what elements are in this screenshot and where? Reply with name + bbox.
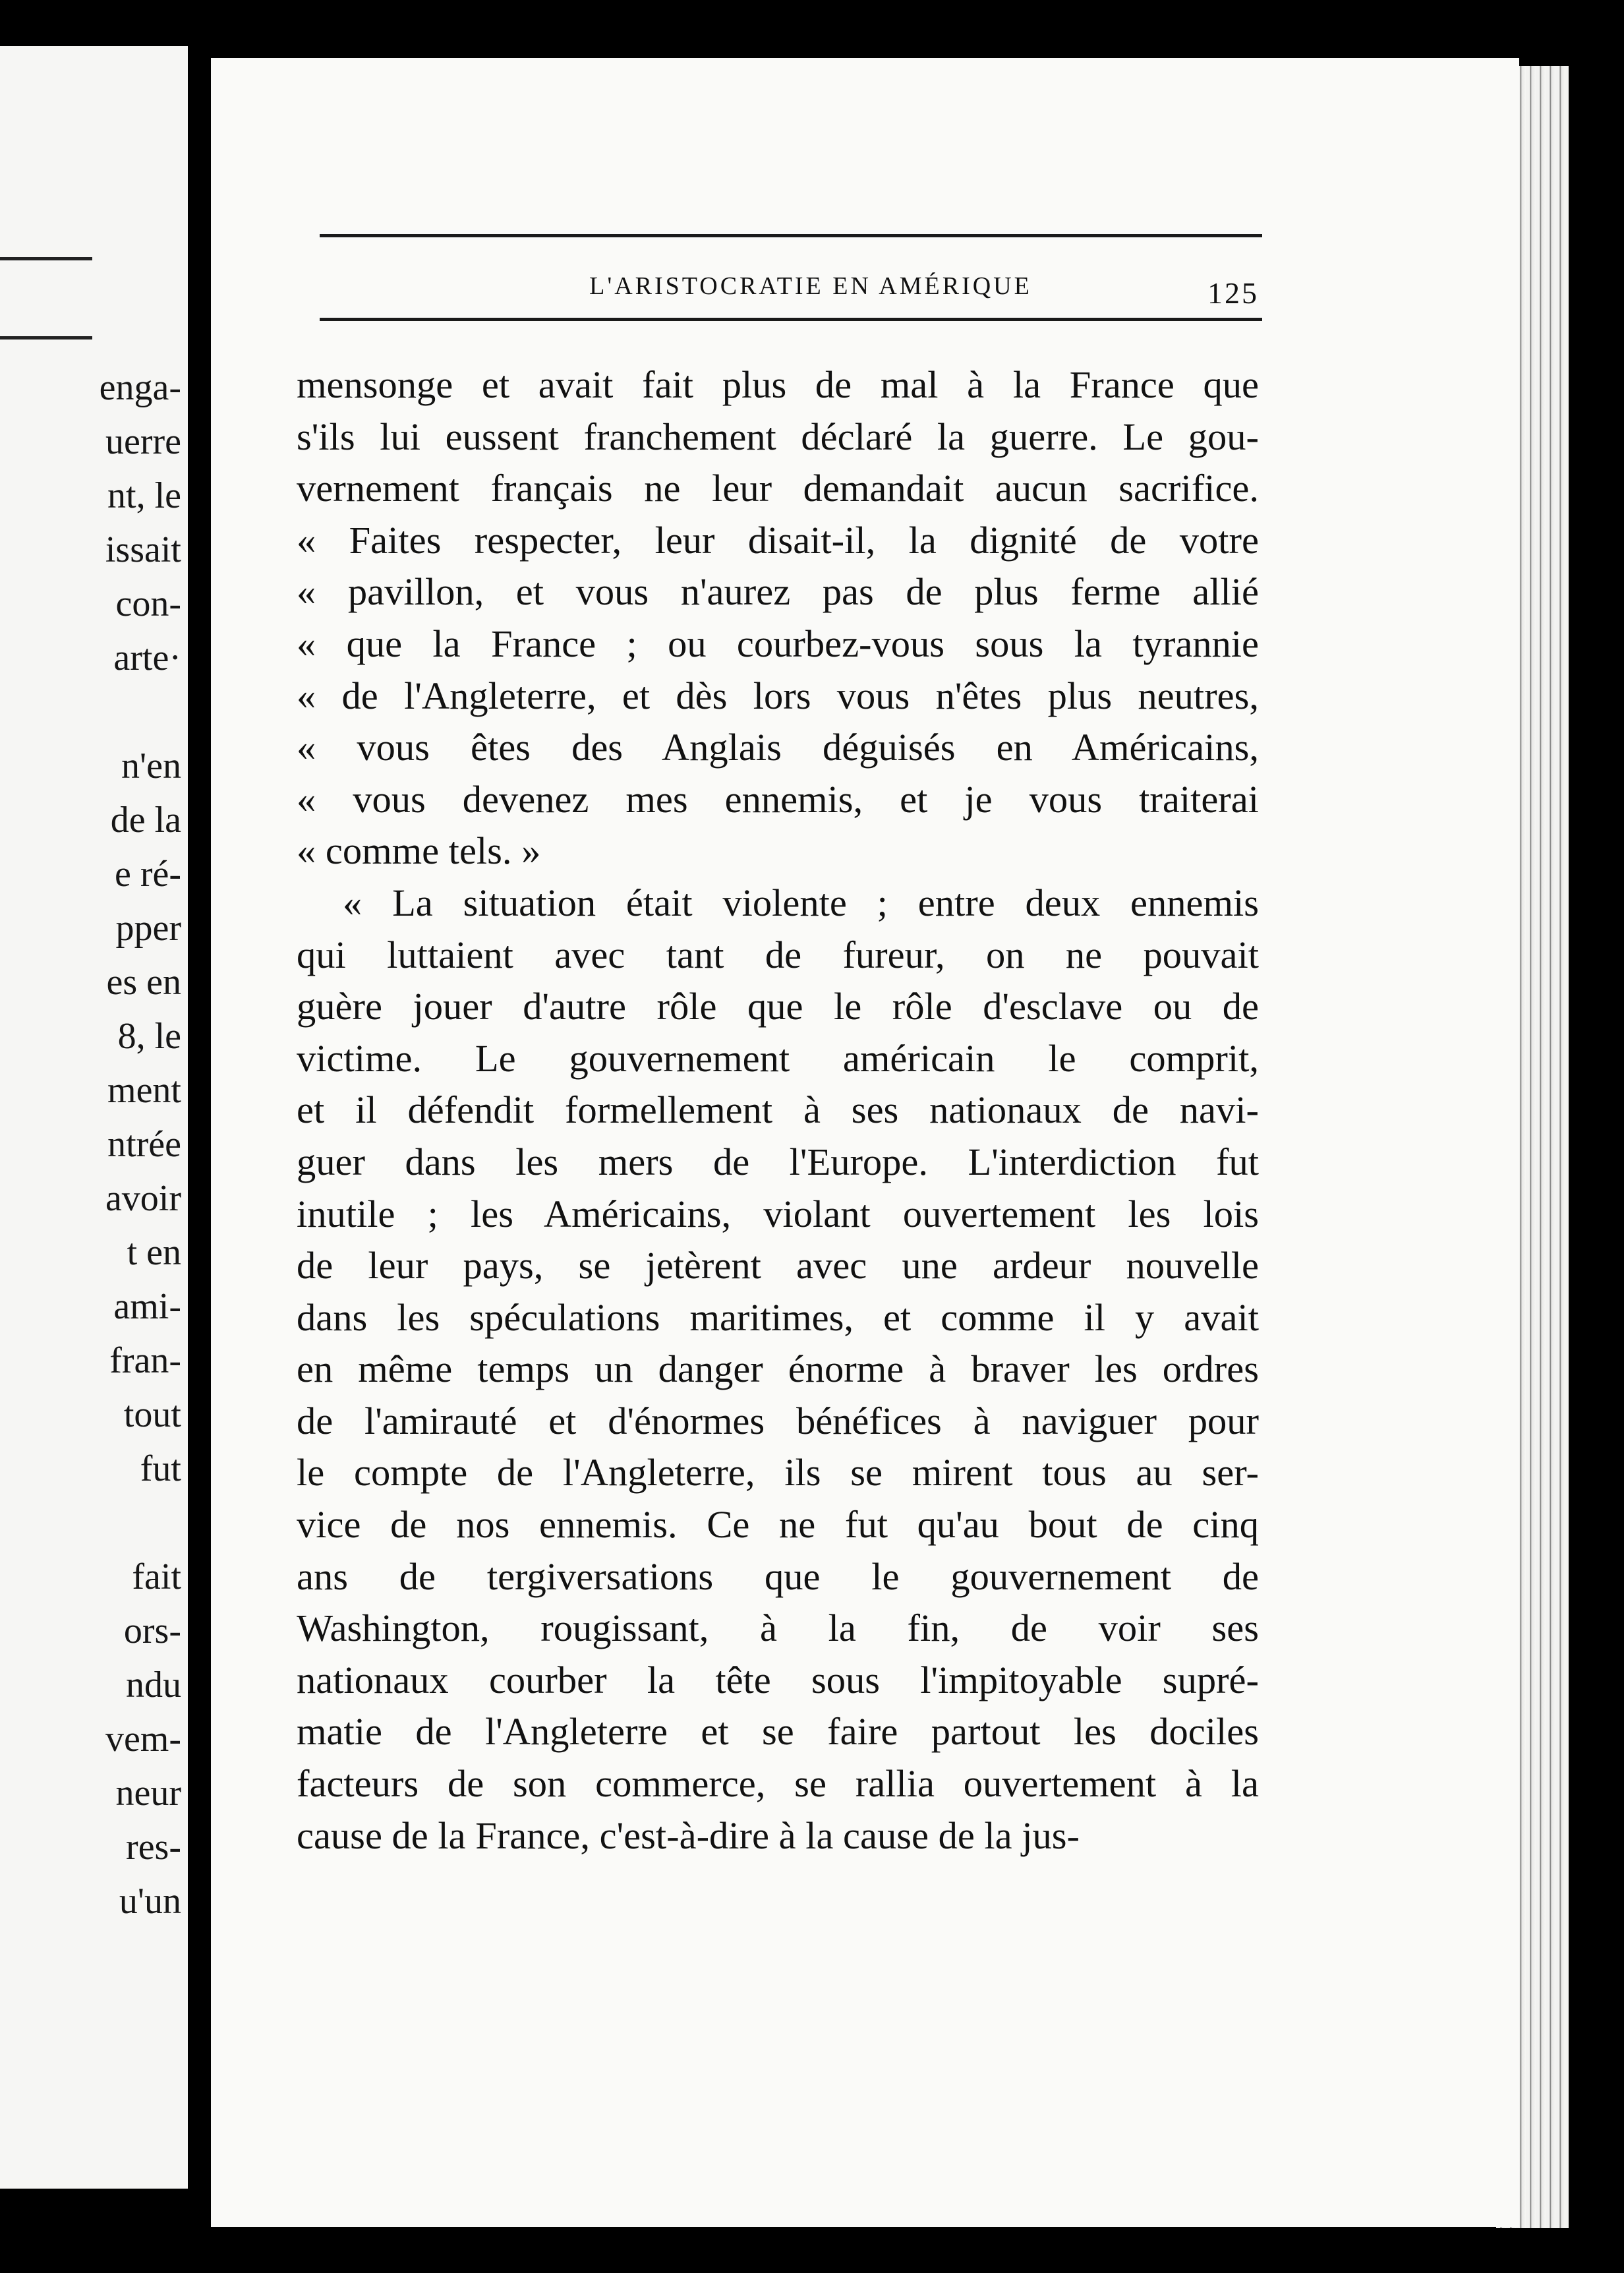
facing-page-line: issait: [105, 529, 181, 570]
page-number: 125: [1207, 276, 1259, 310]
text-line: Washington, rougissant, à la fin, de voir ses: [297, 1607, 1259, 1650]
text-line: de leur pays, se jetèrent avec une ardeur nouvelle: [297, 1244, 1259, 1287]
text-line: inutile ; les Américains, violant ouvertement les lois: [297, 1192, 1259, 1235]
facing-page-line: uerre: [105, 421, 181, 462]
text-line: guer dans les mers de l'Europe. L'interdiction fut: [297, 1140, 1259, 1183]
text-line: « que la France ; ou courbez-vous sous la tyrannie: [297, 622, 1259, 665]
text-line: « de l'Angleterre, et dès lors vous n'êtes plus neutres,: [297, 674, 1259, 717]
facing-page-rule-top: [0, 257, 92, 260]
header-rule-bottom: [320, 318, 1262, 321]
facing-page-line: enga-: [99, 367, 181, 408]
text-line: nationaux courber la tête sous l'impitoyable supré-: [297, 1658, 1259, 1701]
facing-page-fragment: [0, 46, 188, 2189]
facing-page-line: e ré-: [114, 854, 181, 895]
text-line: s'ils lui eussent franchement déclaré la guerre. Le gou-: [297, 415, 1259, 458]
running-title: L'ARISTOCRATIE EN AMÉRIQUE: [589, 272, 1032, 300]
text-line: facteurs de son commerce, se rallia ouvertement à la: [297, 1762, 1259, 1806]
text-line: « vous devenez mes ennemis, et je vous traiterai: [297, 777, 1259, 821]
facing-page-line: de la: [110, 800, 181, 841]
facing-page-line: res-: [126, 1827, 181, 1868]
facing-page-line: arte·: [113, 637, 181, 678]
text-line: en même temps un danger énorme à braver les ordres: [297, 1347, 1259, 1391]
facing-page-line: es en: [106, 962, 181, 1003]
text-line: mensonge et avait fait plus de mal à la France que: [297, 363, 1259, 406]
facing-page-line: fran-: [109, 1340, 181, 1381]
facing-page-line: pper: [115, 908, 181, 949]
facing-page-line: t en: [127, 1232, 181, 1273]
facing-page-line: ment: [107, 1070, 181, 1111]
facing-page-line: ndu: [126, 1665, 181, 1705]
text-line: matie de l'Angleterre et se faire partout les dociles: [297, 1710, 1259, 1754]
facing-page-line: neur: [115, 1773, 181, 1814]
text-line: guère jouer d'autre rôle que le rôle d'esclave ou de: [297, 985, 1259, 1028]
facing-page-line: 8, le: [117, 1016, 181, 1057]
text-line: « vous êtes des Anglais déguisés en Américains,: [297, 726, 1259, 769]
facing-page-line: n'en: [121, 746, 181, 786]
text-line: cause de la France, c'est-à-dire à la cause de la jus-: [297, 1814, 1080, 1857]
facing-page-line: avoir: [105, 1178, 181, 1219]
text-line: de l'amirauté et d'énormes bénéfices à naviguer pour: [297, 1399, 1259, 1442]
facing-page-line: u'un: [119, 1881, 181, 1922]
text-line: « pavillon, et vous n'aurez pas de plus ferme allié: [297, 570, 1259, 614]
facing-page-line: tout: [123, 1394, 181, 1435]
text-line: « comme tels. »: [297, 829, 541, 873]
text-line: qui luttaient avec tant de fureur, on ne pouvait: [297, 933, 1259, 976]
facing-page-line: ami-: [113, 1286, 181, 1327]
text-line: vernement français ne leur demandait aucun sacrifice.: [297, 467, 1259, 510]
text-line: « La situation était violente ; entre deux ennemis: [343, 881, 1259, 924]
text-line: « Faites respecter, leur disait-il, la dignité de votre: [297, 518, 1259, 562]
text-line: ans de tergiversations que le gouvernement de: [297, 1554, 1259, 1598]
facing-page-line: fait: [132, 1556, 181, 1597]
text-line: vice de nos ennemis. Ce ne fut qu'au bout de cinq: [297, 1503, 1259, 1547]
facing-page-line: ors-: [123, 1610, 181, 1651]
text-line: et il défendit formellement à ses nationaux de navi-: [297, 1088, 1259, 1132]
facing-page-line: vem-: [105, 1719, 181, 1759]
text-line: victime. Le gouvernement américain le comprit,: [297, 1036, 1259, 1080]
body-text: [297, 359, 1259, 1862]
facing-page-line: con-: [115, 583, 181, 624]
facing-page-line: nt, le: [107, 475, 181, 516]
facing-page-line: ntrée: [107, 1124, 181, 1165]
facing-page-rule-bottom: [0, 336, 92, 339]
text-line: le compte de l'Angleterre, ils se mirent tous au ser-: [297, 1451, 1259, 1494]
facing-page-line: fut: [140, 1448, 181, 1489]
text-line: dans les spéculations maritimes, et comme il y avait: [297, 1295, 1259, 1339]
header-rule-top: [320, 234, 1262, 237]
